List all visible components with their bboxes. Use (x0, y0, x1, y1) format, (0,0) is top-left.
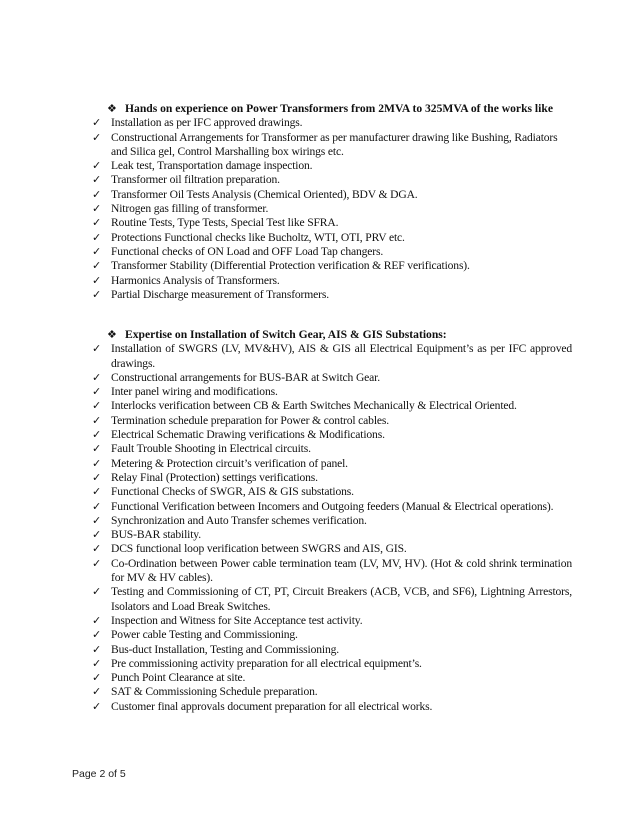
checkmark-icon: ✓ (92, 399, 102, 413)
list-item (92, 471, 572, 485)
list-item-text: Metering & Protection circuit’s verification of panel. (111, 456, 348, 470)
list-item (92, 274, 572, 288)
list-item (92, 585, 572, 614)
checkmark-icon: ✓ (92, 470, 102, 484)
list-item-text: Installation of SWGRS (LV, MV&HV), AIS & GIS all Electrical Equipment’s as per IFC approved drawings. (111, 342, 572, 370)
list-item-text: Protections Functional checks like Bucholtz, WTI, OTI, PRV etc. (111, 230, 405, 244)
list-item-text: Functional Checks of SWGR, AIS & GIS substations. (111, 485, 354, 499)
list-item-text: DCS functional loop verification between SWGRS and AIS, GIS. (111, 542, 407, 556)
checkmark-icon: ✓ (92, 385, 102, 399)
checkmark-icon: ✓ (92, 442, 102, 456)
list-item (92, 528, 572, 542)
transformer-task-list (92, 116, 572, 302)
list-item (92, 628, 572, 642)
list-item (92, 173, 572, 187)
list-item-text: Synchronization and Auto Transfer schemes verification. (111, 513, 367, 527)
list-item (92, 231, 572, 245)
list-item-text: Nitrogen gas filling of transformer. (111, 202, 269, 216)
checkmark-icon: ✓ (92, 628, 102, 642)
list-item-text: Functional checks of ON Load and OFF Load Tap changers. (111, 244, 384, 258)
checkmark-icon: ✓ (92, 585, 102, 599)
list-item-text: Bus-duct Installation, Testing and Commissioning. (111, 642, 340, 656)
checkmark-icon: ✓ (92, 116, 102, 130)
checkmark-icon: ✓ (92, 642, 102, 656)
checkmark-icon: ✓ (92, 513, 102, 527)
checkmark-icon: ✓ (92, 542, 102, 556)
list-item (92, 202, 572, 216)
diamond-bullet-icon: ❖ (107, 103, 117, 115)
checkmark-icon: ✓ (92, 613, 102, 627)
list-item-text: Functional Verification between Incomers and Outgoing feeders (Manual & Electrical operations). (111, 499, 554, 513)
list-item (92, 657, 572, 671)
list-item (92, 500, 572, 514)
list-item (92, 485, 572, 499)
list-item (92, 259, 572, 273)
checkmark-icon: ✓ (92, 685, 102, 699)
switchgear-task-list (92, 342, 572, 714)
list-item (92, 216, 572, 230)
list-item (92, 442, 572, 456)
list-item-text: Inter panel wiring and modifications. (111, 385, 278, 399)
checkmark-icon: ✓ (92, 202, 102, 216)
list-item-text: Constructional Arrangements for Transformer as per manufacturer drawing like Bushing, Radiators and Silica gel, Control Marshalling box wirings etc. (111, 130, 558, 158)
checkmark-icon: ✓ (92, 187, 102, 201)
list-item-text: Interlocks verification between CB & Earth Switches Mechanically & Electrical Oriented. (111, 399, 517, 413)
checkmark-icon: ✓ (92, 130, 102, 144)
checkmark-icon: ✓ (92, 671, 102, 685)
list-item-text: Fault Trouble Shooting in Electrical circuits. (111, 442, 311, 456)
list-item (92, 671, 572, 685)
checkmark-icon: ✓ (92, 370, 102, 384)
section-heading (92, 102, 572, 116)
list-item-text: Harmonics Analysis of Transformers. (111, 273, 280, 287)
list-item-text: Electrical Schematic Drawing verifications & Modifications. (111, 428, 385, 442)
switchgear-expertise-section (92, 328, 572, 714)
checkmark-icon: ✓ (92, 528, 102, 542)
list-item (92, 643, 572, 657)
checkmark-icon: ✓ (92, 699, 102, 713)
checkmark-icon: ✓ (92, 273, 102, 287)
list-item (92, 385, 572, 399)
list-item-text: Testing and Commissioning of CT, PT, Circuit Breakers (ACB, VCB, and SF6), Lightning Arrestors, Isolators and Load Break Switches. (111, 585, 572, 613)
section-heading (92, 328, 572, 342)
list-item (92, 514, 572, 528)
list-item-text: Relay Final (Protection) settings verifications. (111, 470, 318, 484)
checkmark-icon: ✓ (92, 244, 102, 258)
list-item-text: Customer final approvals document preparation for all electrical works. (111, 699, 433, 713)
list-item (92, 116, 572, 130)
list-item (92, 288, 572, 302)
list-item-text: SAT & Commissioning Schedule preparation. (111, 685, 318, 699)
list-item-text: Punch Point Clearance at site. (111, 671, 246, 685)
checkmark-icon: ✓ (92, 159, 102, 173)
list-item (92, 457, 572, 471)
list-item (92, 557, 572, 586)
list-item (92, 700, 572, 714)
list-item (92, 342, 572, 371)
list-item-text: BUS-BAR stability. (111, 528, 201, 542)
list-item (92, 414, 572, 428)
list-item (92, 188, 572, 202)
list-item-text: Partial Discharge measurement of Transformers. (111, 287, 329, 301)
list-item (92, 685, 572, 699)
checkmark-icon: ✓ (92, 216, 102, 230)
diamond-bullet-icon: ❖ (107, 329, 117, 341)
list-item-text: Transformer Stability (Differential Protection verification & REF verifications). (111, 259, 470, 273)
list-item (92, 131, 572, 160)
checkmark-icon: ✓ (92, 342, 102, 356)
checkmark-icon: ✓ (92, 656, 102, 670)
list-item (92, 399, 572, 413)
list-item-text: Power cable Testing and Commissioning. (111, 628, 298, 642)
list-item (92, 159, 572, 173)
list-item-text: Transformer oil filtration preparation. (111, 173, 280, 187)
checkmark-icon: ✓ (92, 556, 102, 570)
list-item-text: Constructional arrangements for BUS-BAR at Switch Gear. (111, 370, 380, 384)
list-item (92, 614, 572, 628)
checkmark-icon: ✓ (92, 499, 102, 513)
checkmark-icon: ✓ (92, 485, 102, 499)
page-number: Page 2 of 5 (72, 768, 126, 780)
list-item-text: Inspection and Witness for Site Acceptance test activity. (111, 613, 363, 627)
checkmark-icon: ✓ (92, 230, 102, 244)
list-item-text: Co-Ordination between Power cable termination team (LV, MV, HV). (Hot & cold shrink termination for MV & HV cables). (111, 556, 572, 585)
checkmark-icon: ✓ (92, 428, 102, 442)
section-heading-text: Expertise on Installation of Switch Gear, AIS & GIS Substations: (125, 328, 447, 341)
transformer-experience-section (92, 102, 572, 302)
list-item-text: Leak test, Transportation damage inspection. (111, 159, 313, 173)
checkmark-icon: ✓ (92, 259, 102, 273)
checkmark-icon: ✓ (92, 456, 102, 470)
checkmark-icon: ✓ (92, 173, 102, 187)
checkmark-icon: ✓ (92, 287, 102, 301)
list-item (92, 428, 572, 442)
list-item-text: Installation as per IFC approved drawings. (111, 116, 303, 130)
list-item (92, 542, 572, 556)
section-heading-text: Hands on experience on Power Transformers from 2MVA to 325MVA of the works like (125, 102, 553, 115)
list-item (92, 245, 572, 259)
list-item-text: Routine Tests, Type Tests, Special Test like SFRA. (111, 216, 339, 230)
list-item-text: Termination schedule preparation for Power & control cables. (111, 413, 390, 427)
list-item (92, 371, 572, 385)
list-item-text: Transformer Oil Tests Analysis (Chemical Oriented), BDV & DGA. (111, 187, 418, 201)
list-item-text: Pre commissioning activity preparation for all electrical equipment’s. (111, 656, 422, 670)
checkmark-icon: ✓ (92, 413, 102, 427)
